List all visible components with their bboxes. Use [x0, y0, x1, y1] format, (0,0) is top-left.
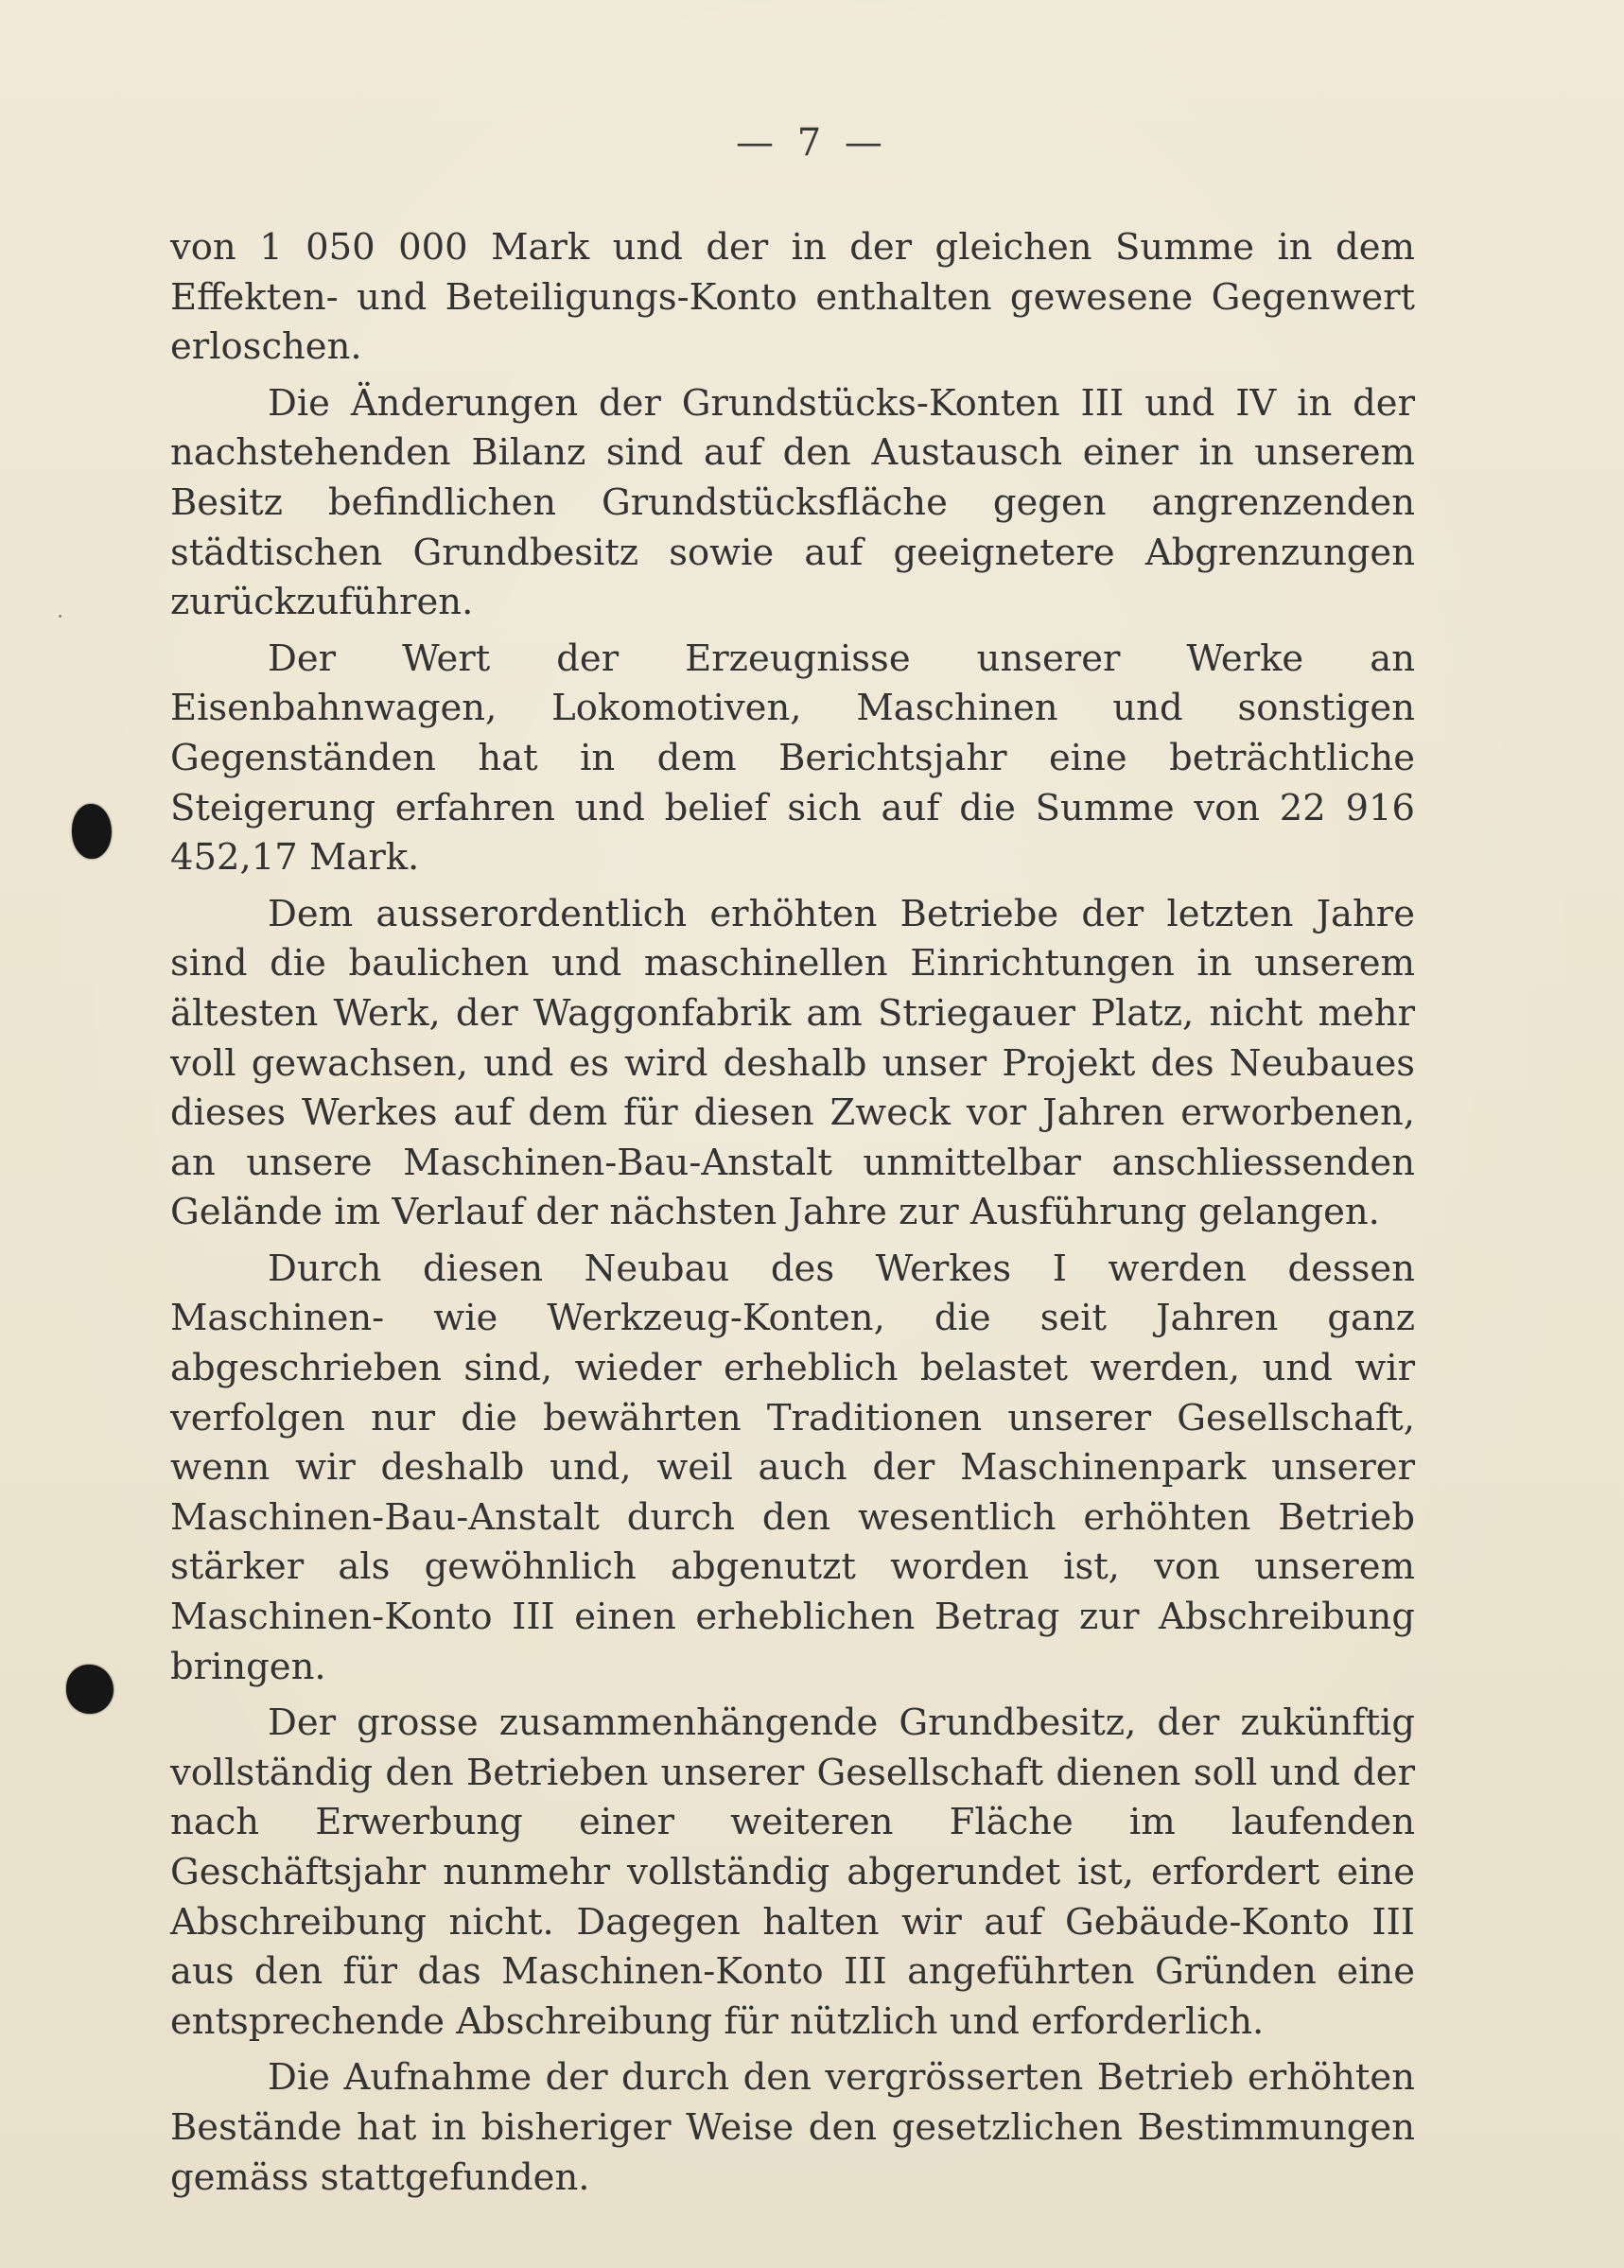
paragraph-continuation: von 1 050 000 Mark und der in der gleichen Summe in dem Effekten- und Beteiligungs-Konto enthalten gewesene Gegenwert erloschen.: [170, 226, 1415, 369]
paragraph-bestaende: Die Aufnahme der durch den vergrösserten Betrieb erhöhten Bestände hat in bisheriger Weise den gesetzlichen Bestimmungen gemäss stattgefunden.: [170, 2056, 1415, 2199]
paragraph-maschinen-konto: Durch diesen Neubau des Werkes I werden dessen Maschinen- wie Werkzeug-Konten, die seit Jahren ganz abgeschrieben sind, wieder erheblich belastet werden, und wir verfolgen nur die bewährten Traditionen unserer Gesellschaft, wenn wir deshalb und, weil auch der Maschinenpark unserer Maschinen-Bau-Anstalt durch den wesentlich erhöhten Betrieb stärker als gewöhnlich abgenutzt worden ist, von unserem Maschinen-Konto III einen erheblichen Betrag zur Abschreibung bringen.: [170, 1247, 1415, 1688]
page-number: — 7 —: [736, 121, 888, 165]
punch-hole-upper: [72, 804, 112, 859]
body-text: [170, 223, 1415, 2209]
paper-speck: [59, 615, 61, 618]
paragraph-erzeugnisse: Der Wert der Erzeugnisse unserer Werke an Eisenbahnwagen, Lokomotiven, Maschinen und sonstigen Gegenständen hat in dem Berichtsjahr eine beträchtliche Steigerung erfahren und belief sich auf die Summe von 22 916 452,17 Mark.: [170, 637, 1415, 880]
paragraph-grundbesitz: Der grosse zusammenhängende Grundbesitz, der zukünftig vollständig den Betrieben unserer Gesellschaft dienen soll und der nach Erwerbung einer weiteren Fläche im laufenden Geschäftsjahr nunmehr vollständig abgerundet ist, erfordert eine Abschreibung nicht. Dagegen halten wir auf Gebäude-Konto III aus den für das Maschinen-Konto III angeführten Gründen eine entsprechende Abschreibung für nützlich und erforderlich.: [170, 1701, 1415, 2043]
paragraph-neubau-projekt: Dem ausserordentlich erhöhten Betriebe der letzten Jahre sind die baulichen und maschinellen Einrichtungen in unserem ältesten Werk, der Waggonfabrik am Striegauer Platz, nicht mehr voll gewachsen, und es wird deshalb unser Projekt des Neubaues dieses Werkes auf dem für diesen Zweck vor Jahren erworbenen, an unsere Maschinen-Bau-Anstalt unmittelbar anschliessenden Gelände im Verlauf der nächsten Jahre zur Ausführung gelangen.: [170, 892, 1415, 1234]
paragraph-grundstuecks-konten: Die Änderungen der Grundstücks-Konten III und IV in der nachstehenden Bilanz sind auf den Austausch einer in unserem Besitz befindlichen Grundstücksfläche gegen angrenzenden städtischen Grundbesitz sowie auf geeignetere Abgrenzungen zurückzuführen.: [170, 381, 1415, 624]
punch-hole-lower: [66, 1665, 114, 1714]
